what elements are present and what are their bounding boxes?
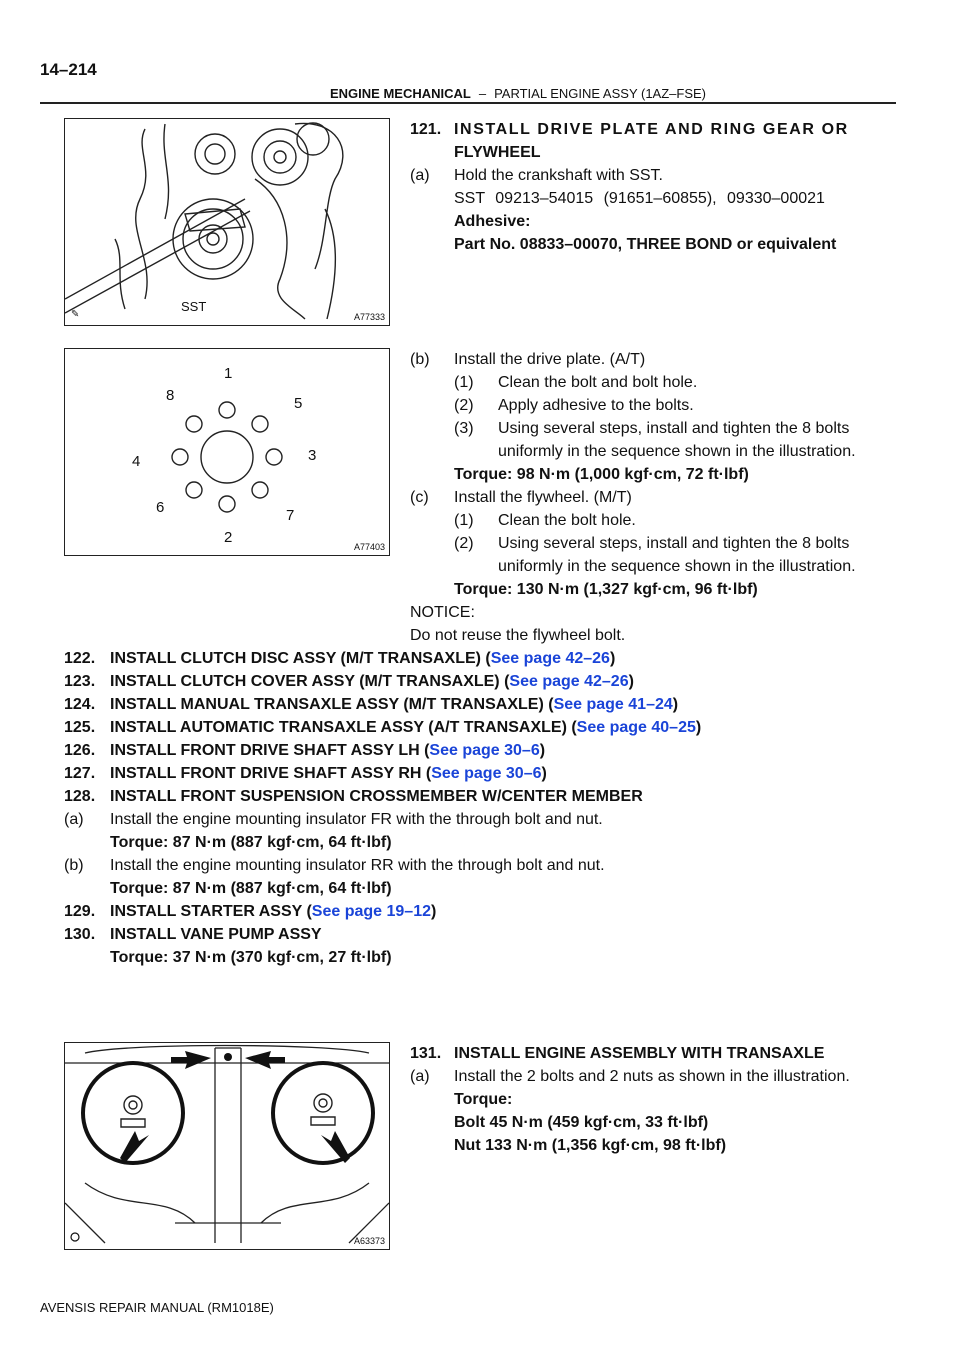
step-number: 124. [64, 696, 96, 713]
step-121-b-text: Install the drive plate. (A/T) [454, 351, 646, 368]
arrow-icon [245, 1051, 285, 1069]
page-link[interactable]: See page 30–6 [429, 742, 540, 759]
close-paren: ) [539, 742, 546, 759]
sst-label: SST [181, 299, 207, 314]
step-131-title: INSTALL ENGINE ASSEMBLY WITH TRANSAXLE [454, 1045, 825, 1062]
sequence-number: 3 [308, 447, 317, 464]
figure-code: A77403 [353, 542, 385, 552]
close-paren: ) [609, 650, 616, 667]
page-link[interactable]: See page 42–26 [509, 673, 629, 690]
step-number: 129. [64, 903, 96, 920]
engine-mount-illustration [65, 1043, 389, 1249]
bolt-hole [186, 482, 202, 498]
close-paren: ) [628, 673, 634, 690]
arrow-icon [171, 1051, 211, 1069]
sequence-number: 7 [286, 507, 295, 524]
step-121-c2-text-cont: uniformly in the sequence shown in the illustration. [498, 558, 856, 575]
close-paren: ) [431, 903, 437, 920]
step-number: 125. [64, 719, 96, 736]
close-paren: ) [672, 696, 679, 713]
adhesive-label: Adhesive: [454, 213, 531, 230]
page-link[interactable]: See page 30–6 [431, 765, 542, 782]
step-text: INSTALL CLUTCH DISC ASSY (M/T TRANSAXLE) ( [110, 650, 491, 667]
figure-bolt-sequence [64, 348, 390, 556]
close-paren: ) [541, 765, 547, 782]
step-121-c2-label: (2) [454, 535, 474, 552]
sequence-number: 4 [132, 453, 141, 470]
step-121-c-torque: Torque: 130 N·m (1,327 kgf·cm, 96 ft·lbf) [454, 581, 758, 598]
step-128-a-text: Install the engine mounting insulator FR with the through bolt and nut. [110, 811, 603, 828]
header-subsection: PARTIAL ENGINE ASSY (1AZ–FSE) [494, 86, 707, 101]
sequence-number: 6 [156, 499, 165, 516]
page-header [330, 86, 706, 101]
step-text: INSTALL CLUTCH COVER ASSY (M/T TRANSAXLE) ( [110, 673, 510, 690]
step-130-title: INSTALL VANE PUMP ASSY [110, 926, 322, 943]
step-130-torque: Torque: 37 N·m (370 kgf·cm, 27 ft·lbf) [110, 949, 392, 966]
step-121-c-text: Install the flywheel. (M/T) [454, 489, 632, 506]
step-121-b3-text-cont: uniformly in the sequence shown in the illustration. [498, 443, 856, 460]
step-121-b-torque: Torque: 98 N·m (1,000 kgf·cm, 72 ft·lbf) [454, 466, 749, 483]
sequence-number: 5 [294, 395, 303, 412]
step-121-a-text: Hold the crankshaft with SST. [454, 167, 663, 184]
bolt-hole [219, 402, 235, 418]
bolt-hole [266, 449, 282, 465]
bolt-hole [172, 449, 188, 465]
step-121-b1-label: (1) [454, 374, 474, 391]
step-text: INSTALL STARTER ASSY ( [110, 903, 312, 920]
step-121-a-label: (a) [410, 167, 430, 184]
step-text: INSTALL FRONT DRIVE SHAFT ASSY LH ( [110, 742, 430, 759]
figure-engine-mount [64, 1042, 390, 1250]
bolt-hole [186, 416, 202, 432]
step-131-a-text: Install the 2 bolts and 2 nuts as shown in the illustration. [454, 1068, 850, 1085]
close-paren: ) [695, 719, 702, 736]
page-link[interactable]: See page 19–12 [311, 903, 431, 920]
step-121-c1-label: (1) [454, 512, 474, 529]
bolt-icon [224, 1053, 232, 1061]
bolt-hole [219, 496, 235, 512]
notice-text: Do not reuse the flywheel bolt. [410, 627, 626, 644]
step-128-b-torque: Torque: 87 N·m (887 kgf·cm, 64 ft·lbf) [110, 880, 392, 897]
adhesive-text: Part No. 08833–00070, THREE BOND or equivalent [454, 236, 837, 253]
bolt-hole [252, 416, 268, 432]
sequence-number: 1 [224, 365, 233, 382]
step-128-number: 128. [64, 788, 96, 805]
step-131-number: 131. [410, 1045, 442, 1062]
step-text: INSTALL AUTOMATIC TRANSAXLE ASSY (A/T TRANSAXLE) ( [110, 719, 577, 736]
page-number: 14–214 [40, 60, 97, 79]
step-121-number: 121. [410, 121, 442, 138]
figure-code: A63373 [353, 1236, 385, 1246]
step-128-b-text: Install the engine mounting insulator RR with the through bolt and nut. [110, 857, 605, 874]
step-121-b2-text: Apply adhesive to the bolts. [498, 397, 694, 414]
step-121-b2-label: (2) [454, 397, 474, 414]
header-rule [40, 102, 896, 104]
step-121-b-label: (b) [410, 351, 430, 368]
header-separator: – [478, 86, 487, 101]
crankshaft-illustration [65, 119, 389, 325]
detail-circle [273, 1063, 373, 1163]
step-121-b1-text: Clean the bolt and bolt hole. [498, 374, 698, 391]
figure-code: A77333 [353, 312, 385, 322]
step-121-c1-text: Clean the bolt hole. [498, 512, 636, 529]
sequence-number: 8 [166, 387, 175, 404]
header-section: ENGINE MECHANICAL [330, 86, 471, 101]
step-128-title: INSTALL FRONT SUSPENSION CROSSMEMBER W/CENTER MEMBER [110, 788, 643, 805]
sst-number: SST 09213–54015 (91651–60855), 09330–00021 [454, 190, 825, 207]
step-121-title: INSTALL DRIVE PLATE AND RING GEAR OR [454, 121, 849, 138]
notice-label: NOTICE: [410, 604, 475, 621]
center-hole [201, 431, 253, 483]
step-121-title-cont: FLYWHEEL [454, 144, 541, 161]
step-128-a-torque: Torque: 87 N·m (887 kgf·cm, 64 ft·lbf) [110, 834, 392, 851]
step-131-nut-torque: Nut 133 N·m (1,356 kgf·cm, 98 ft·lbf) [454, 1137, 727, 1154]
step-121-c-label: (c) [410, 489, 429, 506]
page-link[interactable]: See page 40–25 [576, 719, 696, 736]
figure-crankshaft-sst [64, 118, 390, 326]
footer-manual-title: AVENSIS REPAIR MANUAL (RM1018E) [40, 1300, 274, 1315]
step-131-a-label: (a) [410, 1068, 430, 1085]
step-number: 123. [64, 673, 96, 690]
step-text: INSTALL FRONT DRIVE SHAFT ASSY RH ( [110, 765, 432, 782]
step-121-c2-text: Using several steps, install and tighten the 8 bolts [498, 535, 850, 552]
bolt-hole [252, 482, 268, 498]
step-121-b3-label: (3) [454, 420, 474, 437]
page-link[interactable]: See page 41–24 [553, 696, 673, 713]
page-link[interactable]: See page 42–26 [490, 650, 610, 667]
step-131-torque-label: Torque: [454, 1091, 513, 1108]
step-131-bolt-torque: Bolt 45 N·m (459 kgf·cm, 33 ft·lbf) [454, 1114, 709, 1131]
step-number: 127. [64, 765, 96, 782]
step-number: 122. [64, 650, 96, 667]
step-128-b-label: (b) [64, 857, 84, 874]
svg-text:✎: ✎ [71, 309, 80, 320]
sequence-number: 2 [224, 529, 233, 546]
step-number: 126. [64, 742, 96, 759]
step-121-b3-text: Using several steps, install and tighten the 8 bolts [498, 420, 850, 437]
step-128-a-label: (a) [64, 811, 84, 828]
step-130-number: 130. [64, 926, 96, 943]
step-text: INSTALL MANUAL TRANSAXLE ASSY (M/T TRANSAXLE) ( [110, 696, 554, 713]
